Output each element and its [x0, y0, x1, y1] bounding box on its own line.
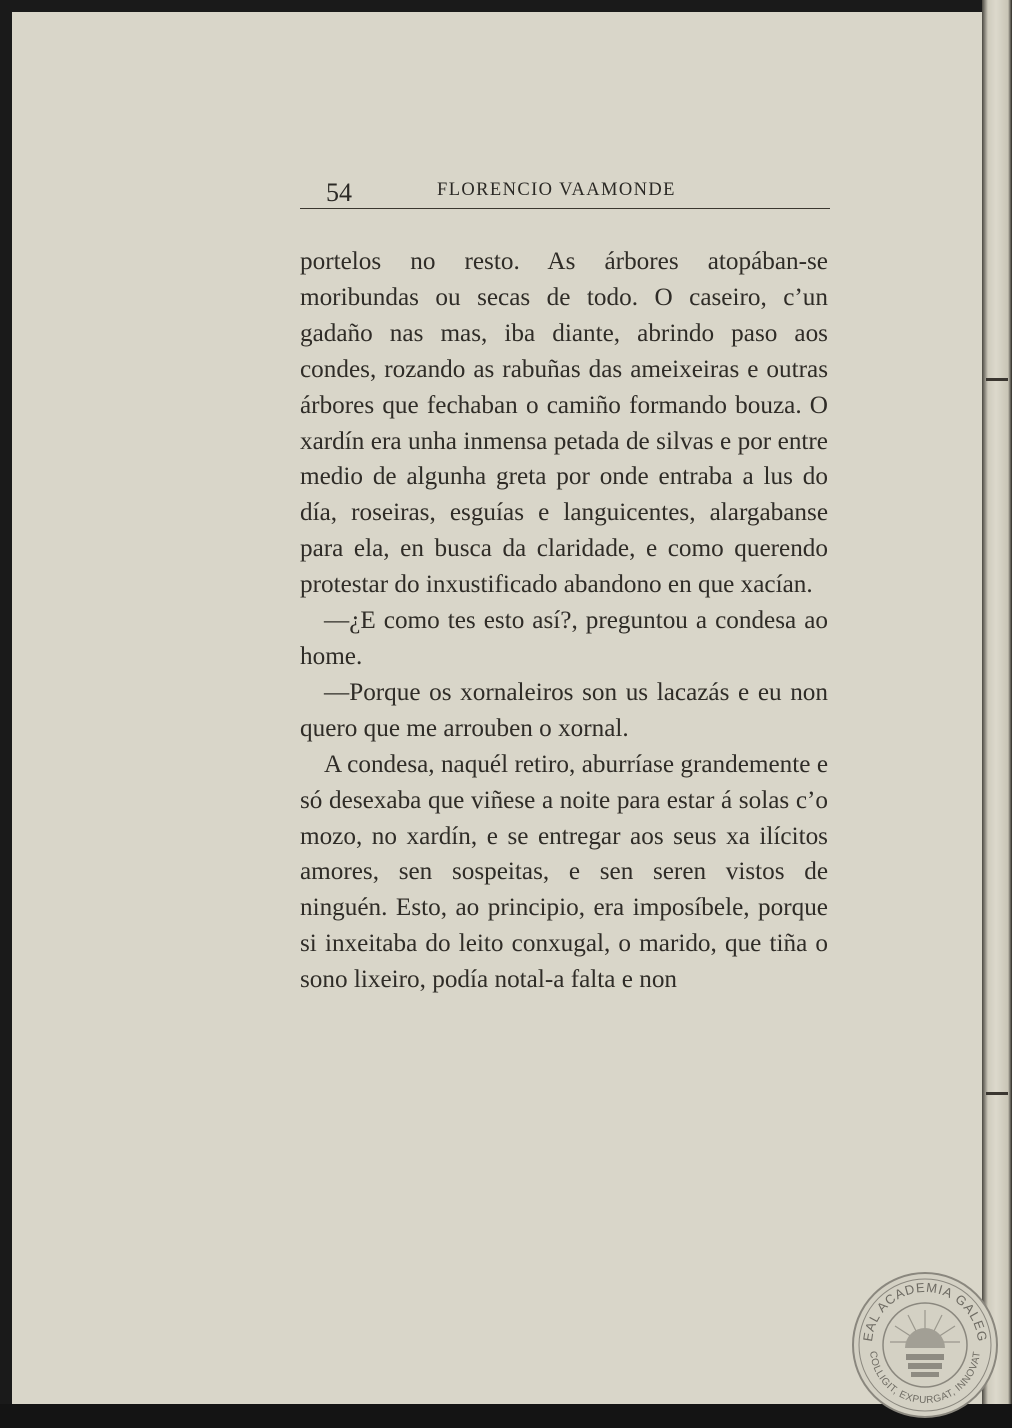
- binding-mark: [986, 378, 1008, 381]
- scan-border-left: [0, 0, 12, 1428]
- next-page-edge: [982, 0, 1012, 1428]
- stamp-inner-text: COLLIGIT, EXPURGAT, INNOVAT: [867, 1350, 983, 1407]
- binding-mark: [986, 1092, 1008, 1095]
- library-stamp: [850, 1270, 1000, 1420]
- paragraph: A condesa, naquél retiro, aburríase grandemente e só desexaba que viñese a noite para estar á solas c’o mozo, no xardín, e se entregar aos seus xa ilícitos amores, sen sospeitas, e sen seren vistos de ninguén. Esto, ao principio, era imposíbele, porque si inxeitaba do leito conxugal, o marido, que tiña o sono lixeiro, podía notal-a falta e non: [300, 750, 828, 994]
- page-header: [300, 172, 830, 209]
- paragraph: —¿E como tes esto así?, preguntou a condesa ao home.: [300, 607, 828, 670]
- page-number: 54: [326, 178, 352, 207]
- running-head: FLORENCIO VAAMONDE: [437, 180, 676, 200]
- scan-border-top: [0, 0, 1012, 12]
- body-text: [300, 244, 828, 998]
- paragraph: portelos no resto. As árbores atopában-se moribundas ou secas de todo. O caseiro, c’un gadaño nas mas, iba diante, abrindo paso aos condes, rozando as rabuñas das ameixeiras e outras árbores que fechaban o camiño formando bouza. O xardín era unha inmensa petada de silvas e por entre medio de algunha greta por onde entraba a lus do día, roseiras, esguías e languicentes, alargabanse para ela, en busca da claridade, e como querendo protestar do inxustificado abandono en que xacían.: [300, 248, 828, 599]
- academy-seal-icon: [850, 1270, 1000, 1420]
- paragraph: —Porque os xornaleiros son us lacazás e eu non quero que me arrouben o xornal.: [300, 678, 828, 742]
- stamp-outer-text: EAL ACADEMIA GALEG: [860, 1279, 991, 1344]
